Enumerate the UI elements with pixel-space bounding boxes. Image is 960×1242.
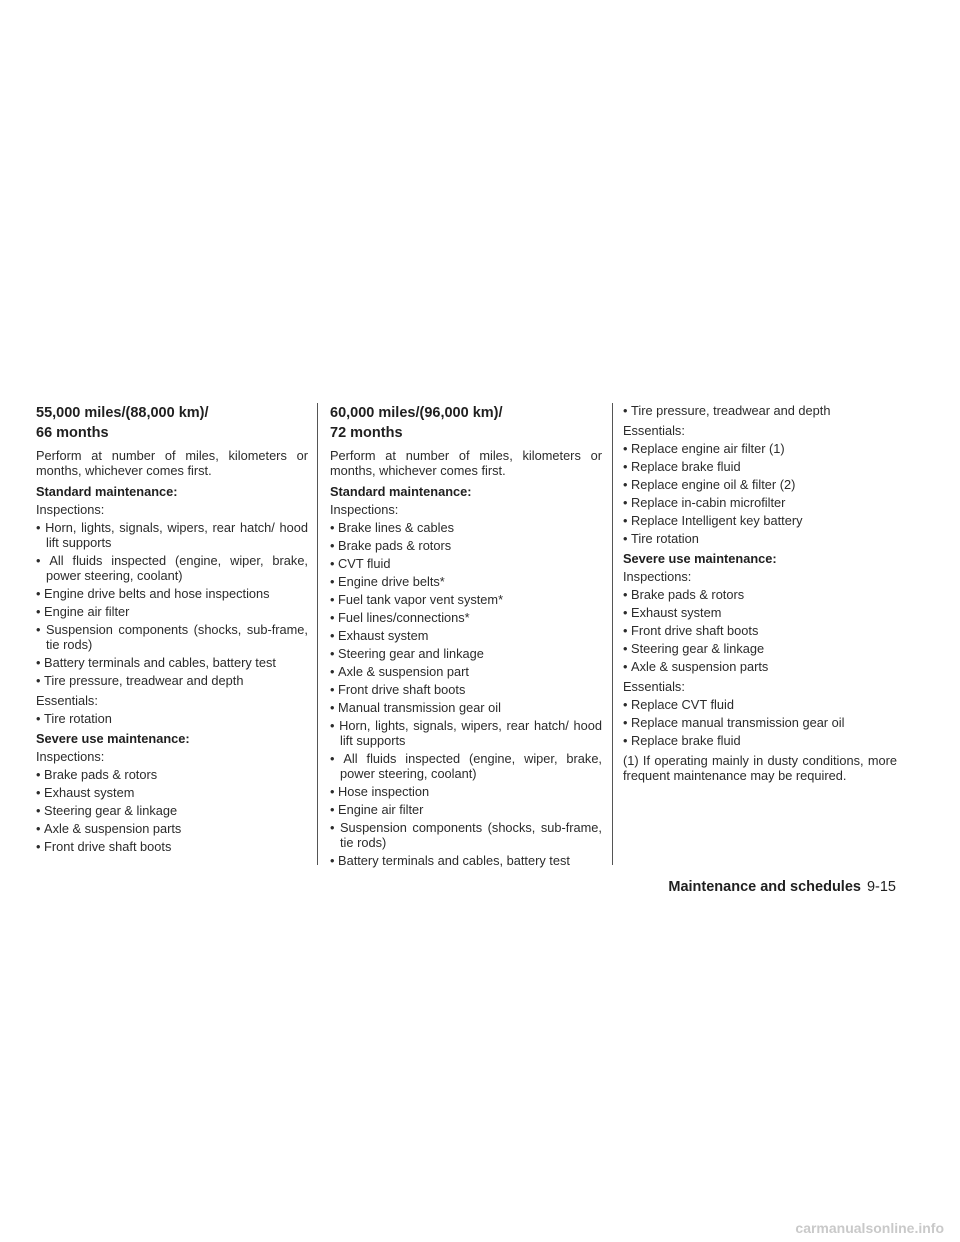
section-60000-miles-continued xyxy=(623,403,897,789)
list-item: • Replace brake fluid xyxy=(623,733,897,748)
inspections-list xyxy=(36,520,308,688)
intro-text: Perform at number of miles, kilometers or months, whichever comes first. xyxy=(36,448,308,478)
watermark: carmanualsonline.info xyxy=(795,1220,944,1236)
list-item: • Brake lines & cables xyxy=(330,520,602,535)
intro-text: Perform at number of miles, kilometers or months, whichever comes first. xyxy=(330,448,602,478)
section-heading xyxy=(330,403,602,443)
list-item: • Exhaust system xyxy=(623,605,897,620)
heading-line-1: 55,000 miles/(88,000 km)/ xyxy=(36,405,209,421)
list-item: • Suspension components (shocks, sub-frame, tie rods) xyxy=(330,820,602,850)
inspections-list-continued xyxy=(623,403,897,418)
heading-line-2: 72 months xyxy=(330,425,403,441)
list-item: • Front drive shaft boots xyxy=(36,839,308,854)
inspections-label: Inspections: xyxy=(330,502,399,517)
severe-essentials-list xyxy=(623,697,897,748)
severe-inspections-list xyxy=(623,587,897,674)
inspections-list xyxy=(330,520,602,868)
list-item: • Replace manual transmission gear oil xyxy=(623,715,897,730)
list-item: • Front drive shaft boots xyxy=(623,623,897,638)
list-item: • Engine drive belts* xyxy=(330,574,602,589)
list-item: • Tire pressure, treadwear and depth xyxy=(36,673,308,688)
list-item: • Steering gear & linkage xyxy=(623,641,897,656)
severe-maintenance-label: Severe use maintenance: xyxy=(36,731,190,746)
list-item: • Replace CVT fluid xyxy=(623,697,897,712)
heading-line-2: 66 months xyxy=(36,425,109,441)
list-item: • Replace engine oil & filter (2) xyxy=(623,477,897,492)
essentials-list xyxy=(623,441,897,546)
section-60000-miles xyxy=(330,403,602,873)
list-item: • Exhaust system xyxy=(330,628,602,643)
list-item: • Brake pads & rotors xyxy=(623,587,897,602)
list-item: • Battery terminals and cables, battery test xyxy=(36,655,308,670)
list-item: • Axle & suspension parts xyxy=(36,821,308,836)
column-divider-2 xyxy=(612,403,613,865)
list-item: • Horn, lights, signals, wipers, rear hatch/ hood lift supports xyxy=(330,718,602,748)
heading-line-1: 60,000 miles/(96,000 km)/ xyxy=(330,405,503,421)
list-item: • Replace Intelligent key battery xyxy=(623,513,897,528)
list-item: • Engine air filter xyxy=(330,802,602,817)
list-item: • Axle & suspension part xyxy=(330,664,602,679)
essentials-list xyxy=(36,711,308,726)
list-item: • Horn, lights, signals, wipers, rear hatch/ hood lift supports xyxy=(36,520,308,550)
list-item: • Fuel tank vapor vent system* xyxy=(330,592,602,607)
list-item: • Tire pressure, treadwear and depth xyxy=(623,403,897,418)
column-divider-1 xyxy=(317,403,318,865)
essentials-label: Essentials: xyxy=(36,693,98,708)
footnote: (1) If operating mainly in dusty conditions, more frequent maintenance may be required. xyxy=(623,753,897,783)
list-item: • Suspension components (shocks, sub-frame, tie rods) xyxy=(36,622,308,652)
list-item: • Engine drive belts and hose inspections xyxy=(36,586,308,601)
list-item: • Front drive shaft boots xyxy=(330,682,602,697)
list-item: • All fluids inspected (engine, wiper, brake, power steering, coolant) xyxy=(330,751,602,781)
section-55000-miles xyxy=(36,403,308,859)
list-item: • Replace engine air filter (1) xyxy=(623,441,897,456)
list-item: • Manual transmission gear oil xyxy=(330,700,602,715)
list-item: • All fluids inspected (engine, wiper, brake, power steering, coolant) xyxy=(36,553,308,583)
page-footer xyxy=(560,878,896,896)
list-item: • CVT fluid xyxy=(330,556,602,571)
list-item: • Steering gear & linkage xyxy=(36,803,308,818)
list-item: • Steering gear and linkage xyxy=(330,646,602,661)
list-item: • Exhaust system xyxy=(36,785,308,800)
list-item: • Tire rotation xyxy=(36,711,308,726)
list-item: • Replace in-cabin microfilter xyxy=(623,495,897,510)
list-item: • Brake pads & rotors xyxy=(36,767,308,782)
list-item: • Engine air filter xyxy=(36,604,308,619)
list-item: • Battery terminals and cables, battery test xyxy=(330,853,602,868)
page-number: 9-15 xyxy=(866,879,896,895)
severe-essentials-label: Essentials: xyxy=(623,679,685,694)
standard-maintenance-label: Standard maintenance: xyxy=(330,484,472,499)
list-item: • Replace brake fluid xyxy=(623,459,897,474)
list-item: • Brake pads & rotors xyxy=(330,538,602,553)
section-heading xyxy=(36,403,308,443)
severe-inspections-list xyxy=(36,767,308,854)
severe-inspections-label: Inspections: xyxy=(623,569,692,584)
severe-maintenance-label: Severe use maintenance: xyxy=(623,551,777,566)
standard-maintenance-label: Standard maintenance: xyxy=(36,484,178,499)
list-item: • Tire rotation xyxy=(623,531,897,546)
list-item: • Hose inspection xyxy=(330,784,602,799)
inspections-label: Inspections: xyxy=(36,502,105,517)
list-item: • Fuel lines/connections* xyxy=(330,610,602,625)
footer-title: Maintenance and schedules xyxy=(668,879,861,895)
severe-inspections-label: Inspections: xyxy=(36,749,105,764)
list-item: • Axle & suspension parts xyxy=(623,659,897,674)
essentials-label: Essentials: xyxy=(623,423,685,438)
